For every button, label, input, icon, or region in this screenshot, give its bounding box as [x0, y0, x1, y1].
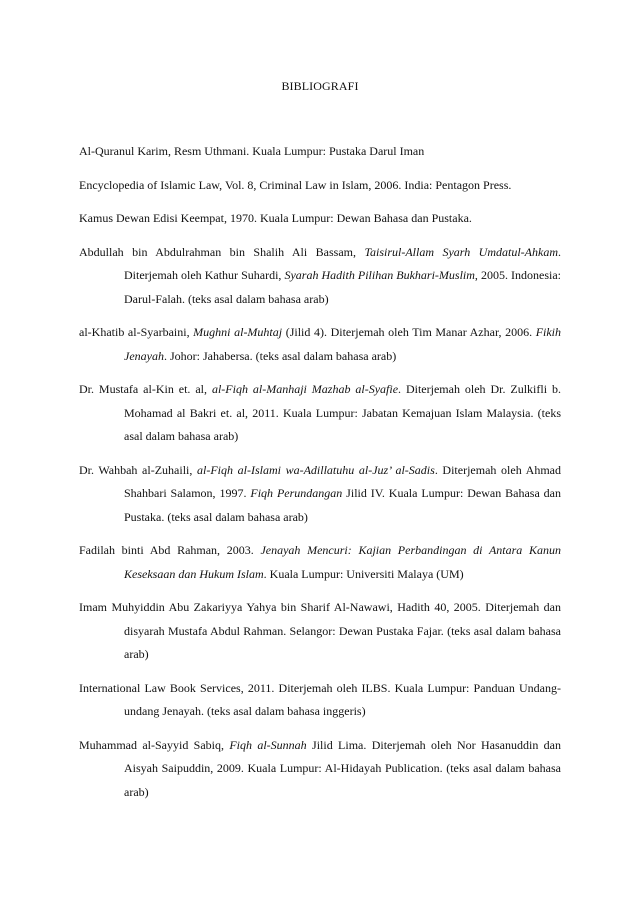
entry-title-italic: Fiqh Perundangan	[250, 486, 343, 500]
entry-text: . Johor: Jahabersa. (teks asal dalam bahasa arab)	[163, 348, 397, 363]
entry-text: . Diterjemah oleh Kathur Suhardi,	[124, 244, 561, 282]
bibliography-entry	[79, 539, 561, 586]
entry-title-italic: al-Fiqh al-Manhaji Mazhab al-Syafie	[211, 382, 399, 396]
entry-text: . Kuala Lumpur: Universiti Malaya (UM)	[263, 566, 464, 581]
entry-text: Abdullah bin Abdulrahman bin Shalih Ali Bassam,	[79, 244, 365, 259]
bibliography-entry	[79, 459, 561, 530]
bibliography-entry	[79, 596, 561, 667]
entry-title-italic: al-Fiqh al-Islami wa-Adillatuhu al-Juz’ al-Sadis	[197, 462, 435, 477]
entry-text: (Jilid 4). Diterjemah oleh Tim Manar Azhar, 2006.	[282, 325, 536, 339]
entry-text: . Diterjemah oleh Ahmad Shahbari Salamon, 1997.	[124, 462, 561, 500]
bibliography-entry	[79, 140, 561, 164]
entry-text: Fadilah binti Abd Rahman, 2003.	[79, 543, 261, 557]
entry-title-italic: Fiqh al-Sunnah	[229, 737, 307, 752]
bibliography-entry	[79, 677, 561, 724]
entry-text: Jilid IV. Kuala Lumpur: Dewan Bahasa dan Pustaka. (teks asal dalam bahasa arab)	[124, 486, 562, 524]
entry-text: , 2005. Indonesia: Darul-Falah. (teks asal dalam bahasa arab)	[124, 268, 561, 306]
bibliography-entry	[79, 378, 561, 449]
entry-text: Muhammad al-Sayyid Sabiq,	[79, 737, 230, 752]
bibliography-entry	[79, 207, 561, 231]
entry-title-italic: Mughni al-Muhtaj	[193, 325, 283, 339]
entry-text: Al-Quranul Karim, Resm Uthmani. Kuala Lumpur: Pustaka Darul Iman	[79, 144, 425, 158]
entry-text: International Law Book Services, 2011. Diterjemah oleh ILBS. Kuala Lumpur: Panduan Undang-undang Jenayah. (teks asal dalam bahasa inggeris)	[79, 680, 561, 718]
bibliography-entry	[79, 241, 561, 312]
entry-text: Kamus Dewan Edisi Keempat, 1970. Kuala Lumpur: Dewan Bahasa dan Pustaka.	[79, 211, 472, 225]
bibliography-list	[79, 140, 561, 814]
entry-text: Dr. Mustafa al-Kin et. al,	[79, 382, 212, 396]
entry-text: Jilid Lima. Diterjemah oleh Nor Hasanuddin dan Aisyah Saipuddin, 2009. Kuala Lumpur: Al-Hidayah Publication. (teks asal dalam bahasa arab)	[124, 737, 561, 799]
entry-text: Imam Muhyiddin Abu Zakariyya Yahya bin Sharif Al-Nawawi, Hadith 40, 2005. Diterjemah dan disyarah Mustafa Abdul Rahman. Selangor: Dewan Pustaka Fajar. (teks asal dalam bahasa arab)	[79, 600, 561, 661]
entry-title-italic: Fikih Jenayah	[124, 325, 562, 363]
entry-text: al-Khatib al-Syarbaini,	[79, 325, 194, 339]
entry-text: Dr. Wahbah al-Zuhaili,	[79, 462, 197, 477]
page-title: BIBLIOGRAFI	[281, 79, 359, 93]
entry-title-italic: Syarah Hadith Pilihan Bukhari-Muslim	[284, 268, 475, 282]
bibliography-entry	[79, 321, 561, 368]
entry-text: . Diterjemah oleh Dr. Zulkifli b. Mohamad al Bakri et. al, 2011. Kuala Lumpur: Jabatan Kemajuan Islam Malaysia. (teks asal dalam bahasa arab)	[124, 382, 561, 443]
entry-title-italic: Taisirul-Allam Syarh Umdatul-Ahkam	[364, 244, 558, 259]
bibliography-entry	[79, 174, 561, 198]
entry-title-italic: Jenayah Mencuri: Kajian Perbandingan di Antara Kanun Keseksaan dan Hukum Islam	[124, 543, 561, 581]
entry-text: Encyclopedia of Islamic Law, Vol. 8, Criminal Law in Islam, 2006. India: Pentagon Press.	[79, 177, 512, 192]
bibliography-entry	[79, 734, 561, 805]
